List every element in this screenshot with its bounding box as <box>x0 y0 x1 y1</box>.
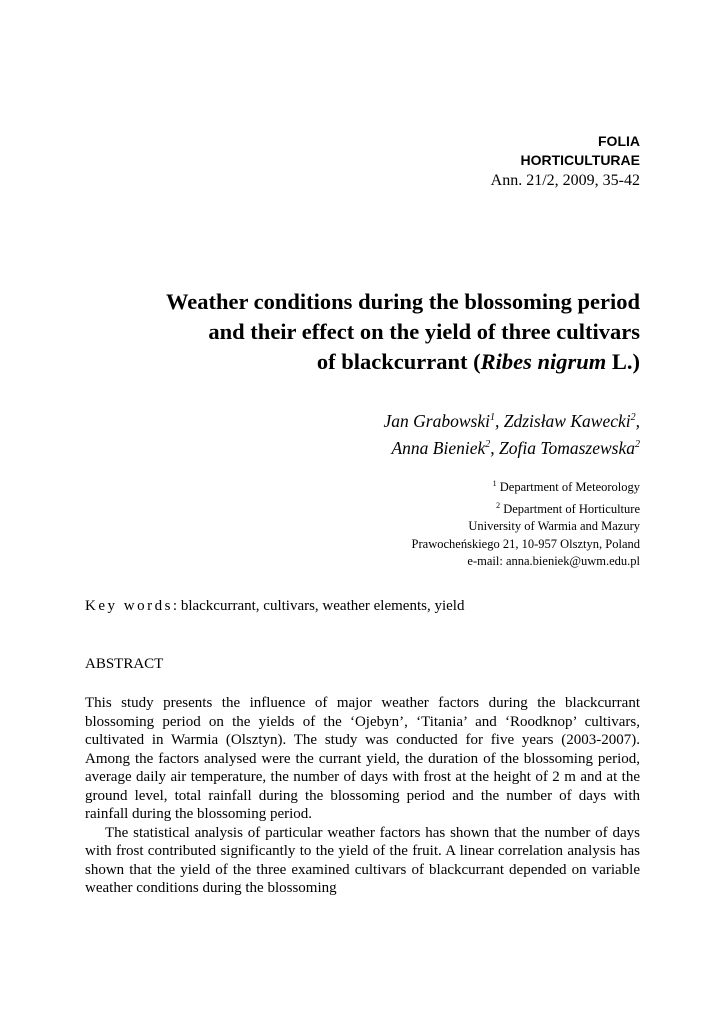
citation: Ann. 21/2, 2009, 35-42 <box>490 172 640 189</box>
keywords <box>85 598 464 615</box>
title-line1: Weather conditions during the blossoming period <box>165 289 640 314</box>
affil-text: Department of Horticulture <box>500 501 640 516</box>
abstract-body <box>85 694 640 898</box>
affiliation-dept1 <box>412 475 640 497</box>
authors-line1 <box>384 406 640 433</box>
author-affil-ref: 2 <box>485 438 491 450</box>
author-sep: , <box>635 410 640 431</box>
keywords-label: Key words <box>85 598 173 614</box>
author-affil-ref: 1 <box>489 412 495 423</box>
author-name: Zofia Tomaszewska <box>499 437 635 458</box>
journal-name-line2: HORTICULTURAE <box>520 152 640 168</box>
author-sep: , <box>494 410 504 431</box>
author-affil-ref: 2 <box>635 438 640 450</box>
journal-name <box>520 132 640 170</box>
title-line2: and their effect on the yield of three cultivars <box>208 319 640 344</box>
abstract-paragraph: The statistical analysis of particular weather factors has shown that the number of days with frost contributed significantly to the yield of the fruit. A linear correlation analysis has shown that the yield of the three examined cultivars of blackcurrant depended on variable weather conditions during the blossoming <box>85 824 640 896</box>
affil-ref: 2 <box>496 500 501 510</box>
keywords-text: : blackcurrant, cultivars, weather elements, yield <box>172 598 465 614</box>
title-line3 <box>80 347 640 377</box>
author-name: Anna Bieniek <box>391 437 486 458</box>
author-affil-ref: 2 <box>630 412 636 423</box>
journal-name-line1: FOLIA <box>598 133 640 149</box>
affil-ref: 1 <box>492 479 497 488</box>
paper-title <box>80 287 640 377</box>
author-name: Zdzisław Kawecki <box>503 410 631 431</box>
author-name: Jan Grabowski <box>383 410 490 431</box>
affiliation-email: e-mail: anna.bieniek@uwm.edu.pl <box>467 554 640 569</box>
abstract-heading: ABSTRACT <box>85 656 164 672</box>
author-sep: , <box>490 437 500 458</box>
title-species: Ribes nigrum <box>480 349 607 374</box>
title-line3-post: L.) <box>606 349 640 374</box>
affiliation-dept2 <box>412 497 640 519</box>
affiliation-university: University of Warmia and Mazury <box>468 519 640 534</box>
affiliations <box>412 475 640 571</box>
abstract-paragraph: This study presents the influence of major weather factors during the blackcurrant blossoming period on the yields of the ‘Ojebyn’, ‘Titania’ and ‘Roodknop’ cultivars, cultivated in Warmia (Olsztyn). The study was conducted for five years (2003-2007). Among the factors analysed were the currant yield, the duration of the blossoming period, average daily air temperature, the number of days with frost at the height of 2 m and at the ground level, total rainfall during the blossoming period and the number of days with rainfall during the blossoming period. <box>85 695 640 822</box>
affiliation-address: Prawocheńskiego 21, 10-957 Olsztyn, Poland <box>411 536 640 551</box>
title-line3-pre: of blackcurrant ( <box>316 349 481 374</box>
authors-line2 <box>384 433 640 460</box>
authors <box>384 406 640 460</box>
affil-text: Department of Meteorology <box>496 480 640 495</box>
